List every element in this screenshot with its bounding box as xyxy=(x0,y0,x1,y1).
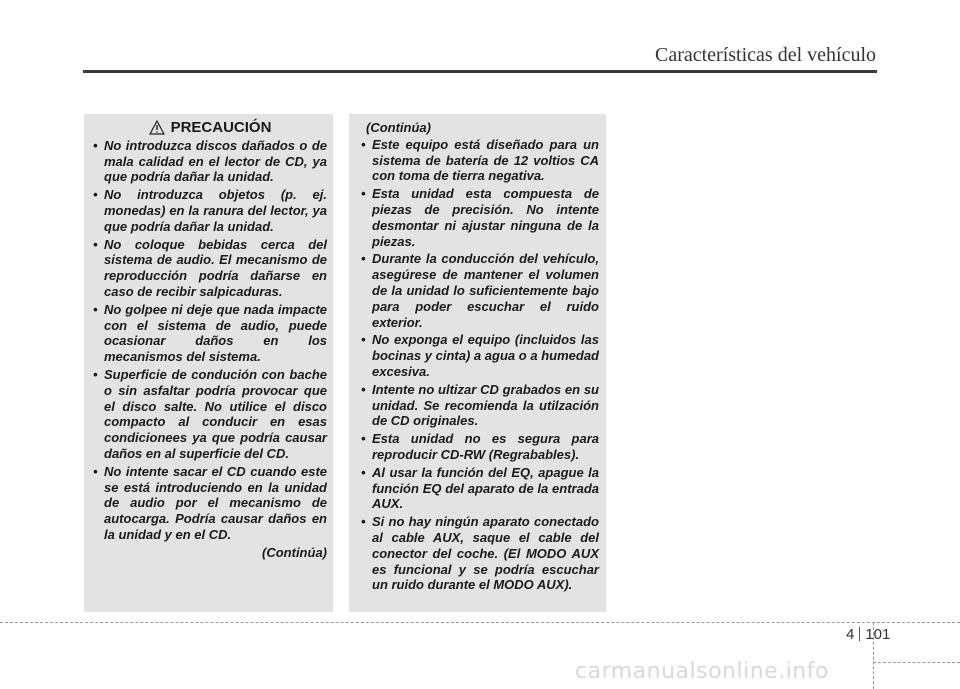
caution-list xyxy=(93,138,327,543)
list-item xyxy=(361,186,599,249)
bullet-icon: • xyxy=(361,251,366,267)
bullet-icon: • xyxy=(93,301,98,317)
bullet-icon: • xyxy=(361,186,366,202)
caution-heading xyxy=(93,120,327,136)
list-item xyxy=(93,237,327,300)
chapter-number: 4 xyxy=(846,626,855,643)
watermark: carmanualsonline.info xyxy=(575,659,829,684)
list-item xyxy=(361,332,599,379)
list-item xyxy=(93,138,327,185)
bullet-icon: • xyxy=(361,431,366,447)
page-number xyxy=(846,626,890,643)
page-number-separator xyxy=(859,627,860,641)
bullet-icon: • xyxy=(361,514,366,530)
list-item xyxy=(93,302,327,365)
list-item xyxy=(361,431,599,463)
list-item-text: Esta unidad no es segura para reproducir CD-RW (Regrabables). xyxy=(372,431,599,462)
page-number-value: 101 xyxy=(865,626,891,643)
list-item xyxy=(361,382,599,429)
caution-box xyxy=(84,114,333,612)
list-item-text: No coloque bebidas cerca del sistema de audio. El mecanismo de reproducción podría dañarse en caso de recibir salpicaduras. xyxy=(104,236,327,299)
list-item-text: No introduzca objetos (p. ej. monedas) en la ranura del lector, ya que podría dañar la unidad. xyxy=(104,187,327,234)
list-item-text: Al usar la función del EQ, apague la función EQ del aparato de la entrada AUX. xyxy=(372,464,599,512)
caution-title: PRECAUCIÓN xyxy=(170,119,272,136)
bullet-icon: • xyxy=(361,332,366,348)
bullet-icon: • xyxy=(93,463,98,479)
list-item-text: Este equipo está diseñado para un sistema de batería de 12 voltios CA con toma de tierra negativa. xyxy=(372,136,599,184)
list-item-text: No exponga el equipo (incluidos las bocinas y cinta) a agua o a humedad excesiva. xyxy=(372,332,599,379)
list-item-text: No intente sacar el CD cuando este se está introduciendo en la unidad de audio por el mecanismo de autocarga. Podría causar daños en la unidad y en el CD. xyxy=(104,463,327,542)
list-item xyxy=(361,137,599,184)
list-item-text: Durante la conducción del vehículo, asegúrese de mantener el volumen de la unidad lo suficientemente bajo para poder escuchar el ruido exterior. xyxy=(372,251,599,330)
list-item xyxy=(93,367,327,462)
warning-triangle-icon xyxy=(149,120,165,135)
list-item xyxy=(361,514,599,593)
bullet-icon: • xyxy=(361,136,366,152)
section-title: Características del vehículo xyxy=(654,44,876,66)
list-item-text: No introduzca discos dañados o de mala calidad en el lector de CD, ya que podría dañar la unidad. xyxy=(104,137,327,185)
bullet-icon: • xyxy=(361,464,366,480)
list-item-text: Superficie de condución con bache o sin asfaltar podría provocar que el disco salte. No utilice el disco compacto al conducir en esas condicionees ya que podría causar daños en al superficie del CD. xyxy=(104,366,327,461)
header-rule xyxy=(83,70,877,73)
continued-box xyxy=(349,114,606,612)
bullet-icon: • xyxy=(93,187,98,203)
bullet-icon: • xyxy=(93,366,98,382)
continued-label: (Continúa) xyxy=(262,544,327,560)
list-item xyxy=(361,251,599,330)
list-item xyxy=(93,464,327,543)
continued-label: (Continúa) xyxy=(366,120,431,135)
footer-divider xyxy=(0,622,960,623)
list-item-text: No golpee ni deje que nada impacte con el sistema de audio, puede ocasionar daños en los mecanismos del sistema. xyxy=(104,301,327,365)
list-item-text: Esta unidad esta compuesta de piezas de precisión. No intente desmontar ni ajustar ninguna de la piezas. xyxy=(372,186,599,249)
list-item-text: Si no hay ningún aparato conectado al cable AUX, saque el cable del conector del coche. (El MODO AUX es funcional y se podría escuchar un ruido durante el MODO AUX). xyxy=(372,514,599,593)
bullet-icon: • xyxy=(361,381,366,397)
bullet-icon: • xyxy=(93,137,98,153)
list-item-text: Intente no ultizar CD grabados en su unidad. Se recomienda la utilzación de CD originales. xyxy=(372,381,599,429)
footer-crop-mark xyxy=(873,662,960,663)
continued-list xyxy=(361,137,599,593)
list-item xyxy=(361,465,599,512)
bullet-icon: • xyxy=(93,236,98,252)
list-item xyxy=(93,187,327,234)
